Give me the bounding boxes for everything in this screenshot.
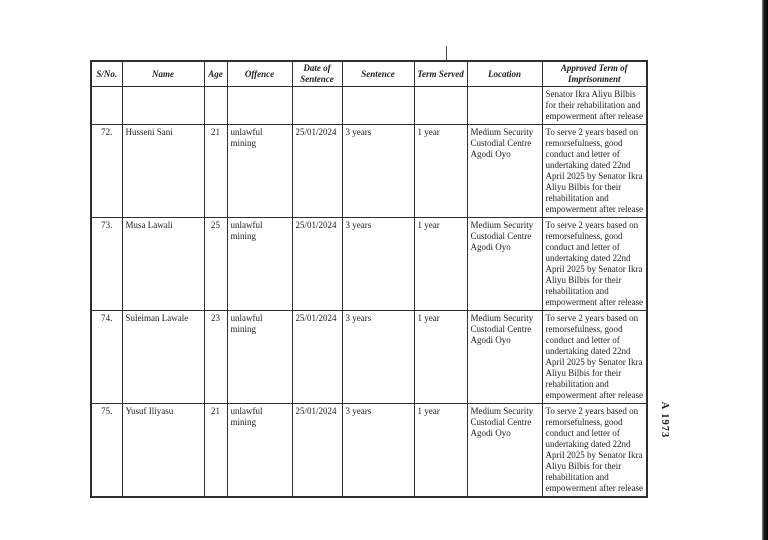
cell-offence: unlawful mining — [227, 310, 292, 403]
cell-sno: 75. — [91, 403, 122, 497]
cell-sentence-empty — [342, 86, 414, 124]
cell-location: Medium Security Custodial Centre Agodi Oyo — [467, 124, 542, 217]
cell-location: Medium Security Custodial Centre Agodi Oyo — [467, 403, 542, 497]
cell-name: Musa Lawali — [122, 217, 204, 310]
col-header-name: Name — [122, 61, 204, 86]
cell-offence: unlawful mining — [227, 124, 292, 217]
page-number-vertical: A 1973 — [659, 401, 671, 439]
cell-approved-term: To serve 2 years based on remorsefulness, good conduct and letter of undertaking dated 22nd April 2025 by Senator Ikra Aliyu Bilbis for their rehabilitation and empowerment after release — [542, 124, 647, 217]
col-header-sentence: Sentence — [342, 61, 414, 86]
cell-location: Medium Security Custodial Centre Agodi Oyo — [467, 217, 542, 310]
table-row — [91, 124, 647, 217]
table-row — [91, 310, 647, 403]
col-header-date-of-sentence: Date of Sentence — [292, 61, 342, 86]
cell-age: 21 — [204, 124, 227, 217]
cell-term-served: 1 year — [414, 124, 467, 217]
col-header-location: Location — [467, 61, 542, 86]
cell-name: Yusuf Iliyasu — [122, 403, 204, 497]
cell-sentence: 3 years — [342, 310, 414, 403]
cell-sno: 73. — [91, 217, 122, 310]
cell-date-empty — [292, 86, 342, 124]
col-header-approved-term: Approved Term of Imprisonment — [542, 61, 647, 86]
table-header-row — [91, 61, 647, 86]
scan-edge-shadow — [762, 0, 768, 540]
table-row — [91, 217, 647, 310]
col-header-sno: S/No. — [91, 61, 122, 86]
col-header-term-served: Term Served — [414, 61, 467, 86]
cell-approved-term: To serve 2 years based on remorsefulness, good conduct and letter of undertaking dated 22nd April 2025 by Senator Ikra Aliyu Bilbis for their rehabilitation and empowerment after release — [542, 310, 647, 403]
cell-term-served: 1 year — [414, 217, 467, 310]
col-header-offence: Offence — [227, 61, 292, 86]
cell-date-of-sentence: 25/01/2024 — [292, 217, 342, 310]
cell-sentence: 3 years — [342, 124, 414, 217]
scan-artifact-tick — [446, 46, 447, 60]
cell-date-of-sentence: 25/01/2024 — [292, 124, 342, 217]
col-header-age: Age — [204, 61, 227, 86]
cell-age: 23 — [204, 310, 227, 403]
cell-sentence: 3 years — [342, 217, 414, 310]
cell-date-of-sentence: 25/01/2024 — [292, 310, 342, 403]
table-row — [91, 403, 647, 497]
cell-name: Suleiman Lawale — [122, 310, 204, 403]
cell-name-empty — [122, 86, 204, 124]
cell-age: 25 — [204, 217, 227, 310]
cell-offence: unlawful mining — [227, 403, 292, 497]
cell-sno: 74. — [91, 310, 122, 403]
prisoners-table — [90, 60, 648, 498]
cell-date-of-sentence: 25/01/2024 — [292, 403, 342, 497]
cell-offence-empty — [227, 86, 292, 124]
cell-location: Medium Security Custodial Centre Agodi Oyo — [467, 310, 542, 403]
cell-term-served: 1 year — [414, 310, 467, 403]
cell-sno: 72. — [91, 124, 122, 217]
cell-term-served: 1 year — [414, 403, 467, 497]
cell-term-empty — [414, 86, 467, 124]
cell-offence: unlawful mining — [227, 217, 292, 310]
cell-sno-empty — [91, 86, 122, 124]
cell-age: 21 — [204, 403, 227, 497]
cell-approved-term: To serve 2 years based on remorsefulness, good conduct and letter of undertaking dated 22nd April 2025 by Senator Ikra Aliyu Bilbis for their rehabilitation and empowerment after release — [542, 217, 647, 310]
cell-location-empty — [467, 86, 542, 124]
cell-name: Husseni Sani — [122, 124, 204, 217]
continuation-row — [91, 86, 647, 124]
cell-approved-term: To serve 2 years based on remorsefulness, good conduct and letter of undertaking dated 22nd April 2025 by Senator Ikra Aliyu Bilbis for their rehabilitation and empowerment after release — [542, 403, 647, 497]
cell-approved-term: Senator Ikra Aliyu Bilbis for their rehabilitation and empowerment after release — [542, 86, 647, 124]
cell-sentence: 3 years — [342, 403, 414, 497]
cell-age-empty — [204, 86, 227, 124]
